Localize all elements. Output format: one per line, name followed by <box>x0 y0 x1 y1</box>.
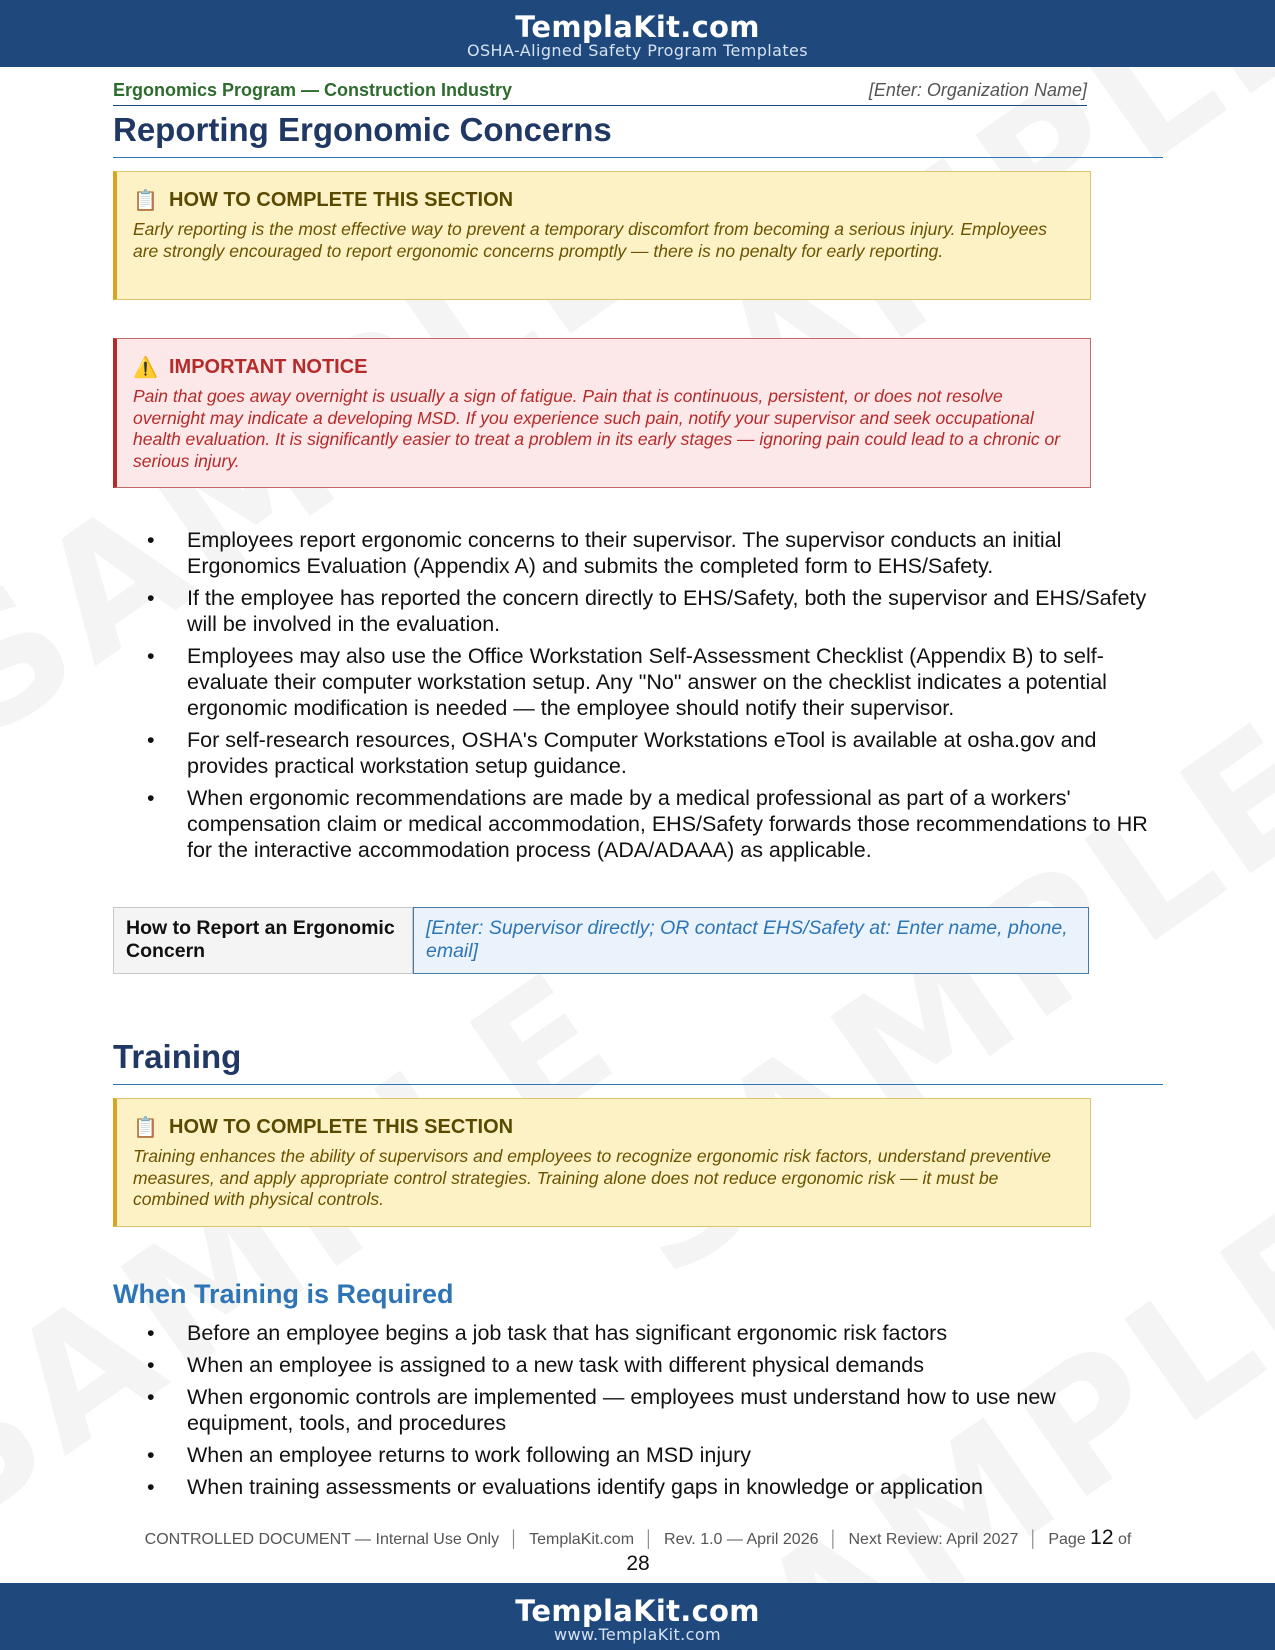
report-concern-table <box>113 907 1089 974</box>
callout-title: HOW TO COMPLETE THIS SECTION <box>169 1116 514 1138</box>
training-bullet-list <box>147 1320 1167 1506</box>
total-pages: 28 <box>626 1552 650 1575</box>
section-heading-reporting: Reporting Ergonomic Concerns <box>113 111 1163 158</box>
how-to-complete-callout <box>113 171 1091 300</box>
list-item: • When an employee is assigned to a new task with different physical demands <box>147 1352 1167 1378</box>
clipboard-icon: 📋 <box>133 1117 158 1139</box>
list-item: • For self-research resources, OSHA's Computer Workstations eTool is available at osha.gov and provides practical workstation setup guidance. <box>147 727 1167 779</box>
section-heading-training: Training <box>113 1038 1163 1085</box>
list-item: • When ergonomic recommendations are made by a medical professional as part of a workers' compensation claim or medical accommodation, EHS/Safety forwards those recommendations to HR for the interactive accommodation process (ADA/ADAAA) as applicable. <box>147 785 1167 863</box>
notice-title: IMPORTANT NOTICE <box>169 356 368 378</box>
document-footer: CONTROLLED DOCUMENT — Internal Use Only │ TemplaKit.com │ Rev. 1.0 — April 2026 │ Next Review: April 2027 │ Page 12 of 28 <box>113 1525 1163 1575</box>
footer-site: TemplaKit.com <box>529 1531 635 1548</box>
of-label: of <box>1117 1531 1132 1548</box>
page-label: Page <box>1048 1531 1086 1548</box>
controlled-document-label: CONTROLLED DOCUMENT — Internal Use Only <box>144 1531 500 1548</box>
callout-body: Early reporting is the most effective way to prevent a temporary discomfort from becoming a serious injury. Employees are strongly encouraged to report ergonomic concerns promptly — there is no penalty for early reporting. <box>133 219 1047 261</box>
organization-placeholder: [Enter: Organization Name] <box>868 80 1087 100</box>
list-item: • Before an employee begins a job task that has significant ergonomic risk factors <box>147 1320 1167 1346</box>
clipboard-icon: 📋 <box>133 190 158 212</box>
callout-body: Training enhances the ability of supervisors and employees to recognize ergonomic risk factors, understand preventive measures, and apply appropriate control strategies. Training alone does not reduce ergonomic risk — it must be combined with physical controls. <box>133 1146 1051 1209</box>
list-item: • When an employee returns to work following an MSD injury <box>147 1442 1167 1468</box>
how-to-complete-callout <box>113 1098 1091 1227</box>
list-item: • Employees report ergonomic concerns to their supervisor. The supervisor conducts an initial Ergonomics Evaluation (Appendix A) and submits the completed form to EHS/Safety. <box>147 527 1167 579</box>
important-notice-callout <box>113 338 1091 488</box>
reporting-bullet-list <box>147 527 1167 869</box>
brand-logo: TemplaKit.com <box>515 10 760 44</box>
next-review-label: Next Review: April 2027 <box>848 1531 1019 1548</box>
footer-brand-logo: TemplaKit.com <box>515 1594 760 1628</box>
warning-icon: ⚠️ <box>133 357 158 379</box>
report-table-label: How to Report an Ergonomic Concern <box>113 907 413 974</box>
running-header <box>113 76 1087 106</box>
report-contact-field[interactable]: [Enter: Supervisor directly; OR contact EHS/Safety at: Enter name, phone, email] <box>413 907 1089 974</box>
revision-label: Rev. 1.0 — April 2026 <box>664 1531 819 1548</box>
brand-tagline: OSHA-Aligned Safety Program Templates <box>466 41 809 60</box>
list-item: • When ergonomic controls are implemented — employees must understand how to use new equipment, tools, and procedures <box>147 1384 1167 1436</box>
list-item: • When training assessments or evaluations identify gaps in knowledge or application <box>147 1474 1167 1500</box>
page-number: 12 <box>1090 1526 1114 1549</box>
list-item: • Employees may also use the Office Workstation Self-Assessment Checklist (Appendix B) to self-evaluate their computer workstation setup. Any "No" answer on the checklist indicates a potential ergonomic modification is needed — the employee should notify their supervisor. <box>147 643 1167 721</box>
subheading-when-training-required: When Training is Required <box>113 1279 454 1309</box>
list-item: • If the employee has reported the concern directly to EHS/Safety, both the supervisor and EHS/Safety will be involved in the evaluation. <box>147 585 1167 637</box>
bottom-banner <box>0 1583 1275 1650</box>
footer-url[interactable]: www.TemplaKit.com <box>553 1625 722 1644</box>
callout-title: HOW TO COMPLETE THIS SECTION <box>169 189 514 211</box>
notice-body: Pain that goes away overnight is usually a sign of fatigue. Pain that is continuous, persistent, or does not resolve overnight may indicate a developing MSD. If you experience such pain, notify your supervisor and seek occupational health evaluation. It is significantly easier to treat a problem in its early stages — ignoring pain could lead to a chronic or serious injury. <box>133 386 1061 471</box>
program-title: Ergonomics Program — Construction Industry <box>113 80 513 100</box>
top-banner <box>0 0 1275 67</box>
